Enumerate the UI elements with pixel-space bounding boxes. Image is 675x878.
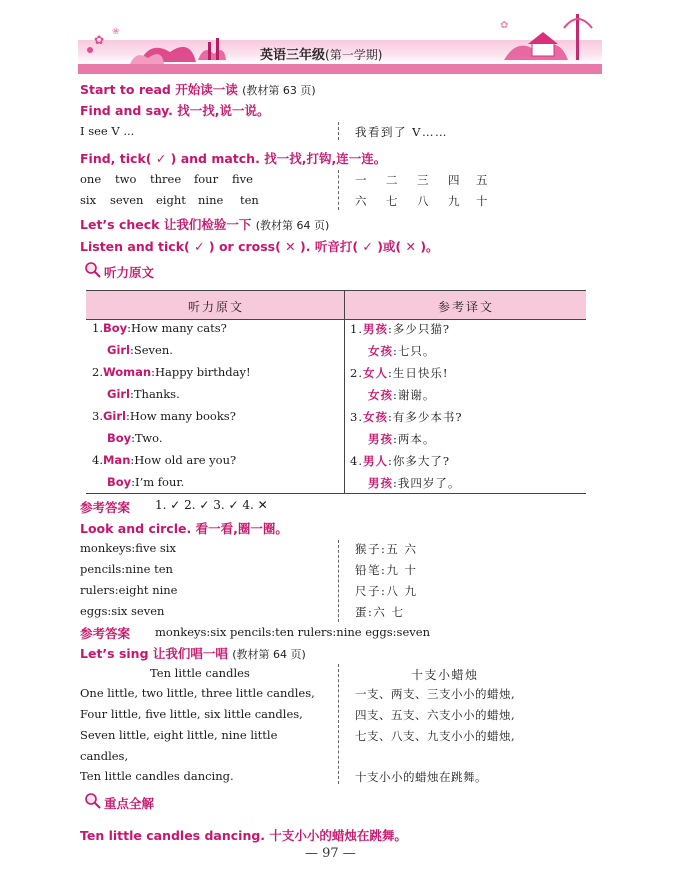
svg-text:✿: ✿ [94,33,105,47]
key-point-cn: 十支小小的蜡烛在跳舞。 [269,828,407,843]
table-row-left [107,431,163,445]
row-num: 3. [92,409,103,423]
table-row-right [368,343,435,359]
table-row-left [107,475,184,489]
char: 九 [448,194,461,208]
char: 一 [355,173,368,187]
find-say-left: I see V ... [80,124,135,138]
song-line-cn-2: 四支、五支、六支小小的蜡烛, [355,708,516,722]
row-text: :七只。 [393,344,436,358]
listen-tick-heading [80,237,439,255]
look-row-1-cn: 猴子:五 六 [355,542,418,556]
key-points-heading: 重点全解 [104,796,155,811]
row-speaker: 男孩 [368,432,393,446]
row-speaker: Girl [107,387,130,401]
song-line-en-2: Four little, five little, six little candles, [80,707,303,721]
table-row-left [92,453,236,467]
header-decoration-right [496,8,606,70]
table-row-right [368,431,435,447]
row-speaker: Woman [102,365,152,379]
song-title-en: Ten little candles [150,666,250,680]
row-text: :你多大了? [387,454,451,468]
key-point-line [80,826,407,844]
look-row-1-en: monkeys:five six [80,541,176,555]
char: 十 [476,194,489,208]
look-row-4-en: eggs:six seven [80,604,165,618]
song-line-cn-1: 一支、两支、三支小小的蜡烛, [355,687,516,701]
find-say-right: 我看到了 V…… [355,125,448,139]
char: 五 [476,173,489,187]
song-line-en-1: One little, two little, three little candles, [80,686,315,700]
row-num: 1. [92,321,103,335]
lets-check-en: Let’s check [80,217,160,232]
table-row-right [350,409,463,425]
row-text: :谢谢。 [393,388,436,402]
look-circle-cn: 看一看,圈一圈。 [195,521,288,536]
row-num: 4. [92,453,103,467]
header-subtitle: (第一学期) [325,48,383,62]
song-line-en-3: Seven little, eight little, nine little [80,728,278,742]
page-number: — 97 — [305,846,356,861]
row-speaker: Girl [107,343,130,357]
char: 七 [386,194,399,208]
table-divider [344,291,345,493]
look-row-2-en: pencils:nine ten [80,562,173,576]
find-tick-en: Find, tick( ✓ ) and match. [80,151,260,166]
table-row-left [92,409,236,423]
lets-check-cn: 让我们检验一下 [163,217,252,232]
table-row-right [350,365,448,381]
listen-tick-en: Listen and tick( ✓ ) or cross( ✕ ). [80,239,311,254]
word: four [194,172,219,186]
table-row-left [107,343,173,357]
row-text: :我四岁了。 [393,476,461,490]
word: one [80,172,102,186]
row-num: 2. [92,365,103,379]
table-row-left [92,321,227,335]
lets-sing-cn: 让我们唱一唱 [152,646,228,661]
look-circle-en: Look and circle. [80,521,192,536]
row-text: :Happy birthday! [151,365,251,379]
header-decoration-left [80,14,230,76]
row-num: 4. [350,454,363,468]
row-text: :有多少本书? [387,410,463,424]
row-text: :Two. [131,431,163,445]
lets-sing-heading [80,644,306,662]
magnifier-icon [84,792,102,810]
table-head [86,291,586,320]
divider [338,540,339,622]
table-row-right [368,387,435,403]
row-text: :生日快乐! [387,366,449,380]
divider [338,170,339,210]
find-say-heading [80,101,270,119]
answer-text-1: 1. ✓ 2. ✓ 3. ✓ 4. ✕ [155,498,268,512]
find-tick-cn: 找一找,打钩,连一连。 [264,151,387,166]
page-header-title [260,44,382,63]
find-tick-heading [80,149,386,167]
look-circle-heading [80,519,288,537]
listening-script-heading: 听力原文 [104,265,155,280]
start-read-en: Start to read [80,82,171,97]
answer-label-2: 参考答案 [80,626,131,641]
answer-text-2: monkeys:six pencils:ten rulers:nine eggs:seven [155,625,430,639]
word: eight [156,193,186,207]
row-text: :Thanks. [130,387,180,401]
table-row-right [368,475,460,491]
row-text: :How many cats? [127,321,227,335]
start-read-cn: 开始读一读 [175,82,238,97]
row-speaker: Boy [102,321,128,335]
table-head-left: 听力原文 [188,300,245,314]
row-speaker: 男孩 [362,322,388,336]
char: 四 [448,173,461,187]
row-text: :多少只猫? [387,322,451,336]
lets-check-ref: (教材第 64 页) [255,219,330,232]
find-say-cn: 找一找,说一说。 [177,103,270,118]
row-speaker: 男孩 [368,476,393,490]
row-text: :两本。 [393,432,436,446]
song-line-cn-3: 七支、八支、九支小小的蜡烛, [355,729,516,743]
char: 二 [386,173,399,187]
divider [338,664,339,784]
char: 六 [355,194,368,208]
table-row-left [92,365,251,379]
lets-check-heading [80,215,329,233]
svg-text:✿: ✿ [500,20,509,31]
row-speaker: 女孩 [362,410,388,424]
divider [338,122,339,140]
word: two [115,172,137,186]
table-head-right: 参考译文 [438,300,495,314]
row-num: 1. [350,322,363,336]
key-point-en: Ten little candles dancing. [80,828,266,843]
table-row-right [350,453,450,469]
word: six [80,193,97,207]
lets-sing-en: Let’s sing [80,646,149,661]
word: ten [240,193,259,207]
lets-sing-ref: (教材第 64 页) [232,648,306,661]
magnifier-icon [84,261,102,279]
row-text: :How many books? [125,409,236,423]
word: five [232,172,253,186]
row-speaker: 女孩 [368,388,393,402]
char: 三 [417,173,430,187]
answer-label-1: 参考答案 [80,500,131,515]
word: three [150,172,182,186]
row-speaker: 女孩 [368,344,393,358]
look-row-2-cn: 铅笔:九 十 [355,563,418,577]
row-speaker: Girl [102,409,126,423]
word: seven [110,193,144,207]
look-row-3-cn: 尺子:八 九 [355,584,418,598]
word: nine [198,193,224,207]
row-text: :I’m four. [131,475,185,489]
song-line-en-5: Ten little candles dancing. [80,769,234,783]
look-row-4-cn: 蛋:六 七 [355,605,405,619]
start-read-ref: (教材第 63 页) [242,84,316,97]
song-line-en-4: candles, [80,749,129,763]
row-num: 2. [350,366,363,380]
start-read-heading [80,80,316,98]
table-row-right [350,321,450,337]
char: 八 [417,194,430,208]
row-text: :Seven. [130,343,173,357]
row-text: :How old are you? [130,453,237,467]
header-title-text: 英语三年级 [260,48,326,63]
row-speaker: Boy [107,475,132,489]
row-speaker: Man [102,453,131,467]
listening-table [86,290,586,494]
row-speaker: Boy [107,431,132,445]
song-line-cn-4: 十支小小的蜡烛在跳舞。 [355,770,487,784]
song-title-cn: 十支小蜡烛 [411,668,479,682]
listen-tick-cn: 听音打( ✓ )或( ✕ )。 [314,239,439,254]
row-speaker: 女人 [362,366,388,380]
row-speaker: 男人 [362,454,388,468]
svg-text:❀: ❀ [112,27,120,37]
find-say-en: Find and say. [80,103,173,118]
row-num: 3. [350,410,363,424]
table-row-left [107,387,180,401]
look-row-3-en: rulers:eight nine [80,583,178,597]
